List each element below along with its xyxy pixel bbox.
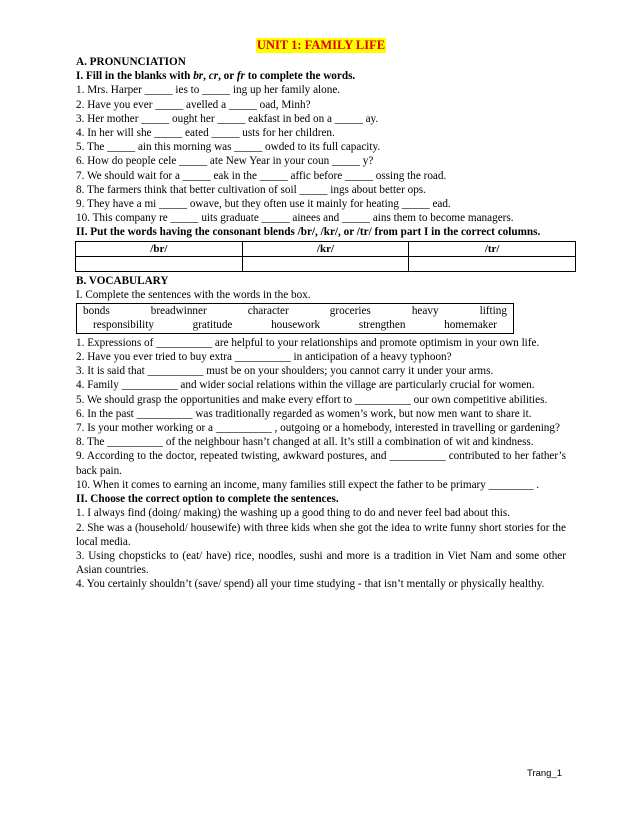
list-item: 6. How do people cele _____ ate New Year in your coun _____ y? [76, 155, 374, 168]
section-b-part-ii-list [76, 506, 566, 591]
word-box-word: homemaker [444, 319, 497, 332]
word-box-word: responsibility [93, 319, 154, 332]
table-answer-row [76, 256, 576, 271]
list-item: 10. This company re _____ uits graduate _____ ainees and _____ ains them to become managers. [76, 212, 514, 225]
word-box [76, 303, 514, 334]
list-item: 4. In her will she _____ eated _____ usts for her children. [76, 127, 335, 140]
list-item: 2. She was a (household/ housewife) with three kids when she got the idea to write funny short stories for the local media. [76, 521, 566, 548]
word-box-word: housework [271, 319, 321, 332]
list-item: 10. When it comes to earning an income, many families still expect the father to be primary ________ . [76, 478, 540, 491]
table-header-row [76, 241, 576, 256]
consonant-blend-table [75, 241, 576, 272]
word-box-word: lifting [479, 305, 507, 318]
column-header-br: /br/ [76, 241, 243, 256]
list-item: 2. Have you ever _____ avelled a _____ oad, Minh? [76, 98, 311, 111]
word-box-word: groceries [329, 305, 371, 318]
list-item: 1. I always find (doing/ making) the washing up a good thing to do and never feel bad about this. [76, 507, 511, 520]
list-item: 1. Mrs. Harper _____ ies to _____ ing up her family alone. [76, 84, 341, 97]
section-a-heading: A. PRONUNCIATION [76, 56, 186, 68]
list-item: 6. In the past __________ was traditionally regarded as women’s work, but now men want to share it. [76, 407, 532, 420]
list-item: 8. The farmers think that better cultivation of soil _____ ings about better ops. [76, 183, 426, 196]
section-b-part-ii-instruction: II. Choose the correct option to complete the sentences. [76, 493, 339, 506]
word-box-word: gratitude [192, 319, 233, 332]
word-box-row [83, 304, 507, 318]
list-item: 1. Expressions of __________ are helpful to your relationships and promote optimism in your own life. [76, 336, 540, 349]
list-item: 3. Using chopsticks to (eat/ have) rice, noodles, sushi and more is a tradition in Viet Nam and some other Asian countries. [76, 549, 566, 577]
word-box-word: breadwinner [150, 305, 207, 318]
list-item: 8. The __________ of the neighbour hasn’t changed at all. It’s still a combination of wit and kindness. [76, 436, 534, 449]
answer-cell-kr[interactable] [242, 256, 409, 271]
list-item: 5. The _____ ain this morning was _____ owded to its full capacity. [76, 141, 381, 154]
list-item: 4. You certainly shouldn’t (save/ spend) all your time studying - that isn’t mentally or physically healthy. [76, 578, 545, 591]
list-item: 2. Have you ever tried to buy extra __________ in anticipation of a heavy typhoon? [76, 351, 452, 364]
list-item: 9. According to the doctor, repeated twisting, awkward postures, and __________ contributed to her father’s back pain. [76, 450, 566, 477]
section-b-part-i-instruction: I. Complete the sentences with the words in the box. [76, 288, 311, 301]
word-box-word: bonds [83, 305, 110, 318]
list-item: 3. Her mother _____ ought her _____ eakfast in bed on a _____ ay. [76, 112, 379, 125]
answer-cell-br[interactable] [76, 256, 243, 271]
section-a-part-ii-instruction: II. Put the words having the consonant blends /br/, /kr/, or /tr/ from part I in the correct columns. [76, 226, 541, 239]
list-item: 5. We should grasp the opportunities and make every effort to __________ our own competitive abilities. [76, 393, 548, 406]
word-box-row [83, 318, 507, 332]
word-box-word: heavy [411, 305, 439, 318]
page-number: Trang_1 [527, 768, 563, 779]
section-b-part-i-list [76, 336, 566, 492]
list-item: 7. Is your mother working or a __________ , outgoing or a homebody, interested in travelling or gardening? [76, 422, 560, 435]
section-b-heading: B. VOCABULARY [76, 274, 169, 287]
column-header-tr: /tr/ [409, 241, 576, 256]
list-item: 9. They have a mi _____ owave, but they often use it mainly for heating _____ ead. [76, 198, 451, 211]
title-container [76, 38, 566, 55]
word-box-word: character [247, 305, 289, 318]
unit-title: UNIT 1: FAMILY LIFE [256, 38, 386, 52]
list-item: 7. We should wait for a _____ eak in the _____ affic before _____ ossing the road. [76, 169, 447, 182]
worksheet-page [76, 38, 566, 592]
list-item: 4. Family __________ and wider social relations within the village are particularly crucial for women. [76, 379, 535, 392]
column-header-kr: /kr/ [242, 241, 409, 256]
section-a-part-i-list [76, 83, 566, 225]
answer-cell-tr[interactable] [409, 256, 576, 271]
section-a-part-i-instruction: I. Fill in the blanks with br, cr, or fr to complete the words. [76, 70, 356, 83]
list-item: 3. It is said that __________ must be on your shoulders; you cannot carry it under your arms. [76, 365, 494, 378]
word-box-word: strengthen [358, 319, 406, 332]
